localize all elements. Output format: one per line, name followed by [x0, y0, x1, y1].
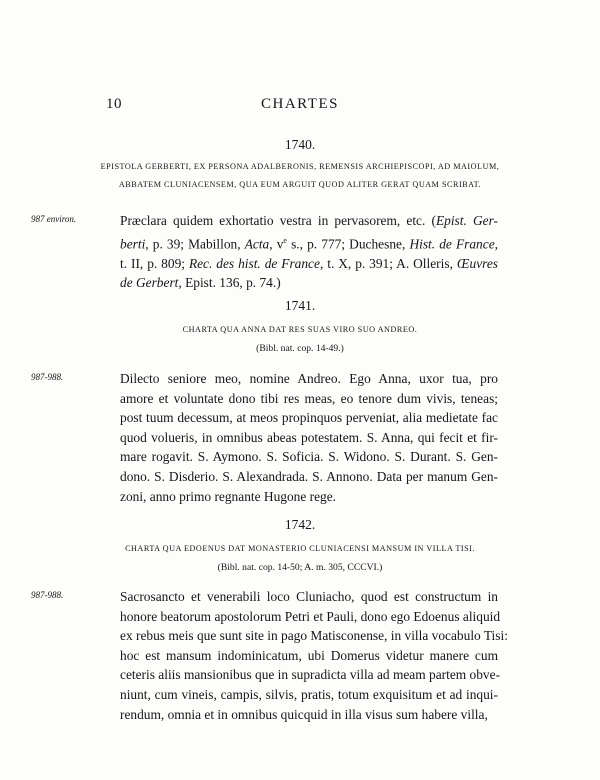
- text-line: honore beatorum apostolorum Petri et Pauli, dono ego Edoenus aliquid: [120, 608, 501, 624]
- charter-entry: [0, 211, 600, 293]
- charter-title: [0, 540, 600, 558]
- charter-1740: [0, 137, 600, 293]
- superscript-text: e: [283, 235, 287, 245]
- italic-text: Epist. Ger-: [435, 213, 498, 228]
- charter-number: 1742.: [284, 517, 316, 532]
- text-line: zoni, anno primo regnante Hugone rege.: [120, 488, 337, 504]
- text-line: niunt, cum vineis, campis, silvis, pratis, totum exquisitum et ad inqui-: [120, 686, 498, 702]
- charter-source: (Bibl. nat. cop. 14-50; A. m. 305, CCCVI.): [217, 562, 383, 573]
- italic-text: de Gerbert: [120, 275, 179, 291]
- italic-text: Acta: [244, 236, 270, 252]
- text-line: amore et voluntate dono tibi res meas, eo tenore dum vivis, teneas;: [120, 390, 498, 406]
- text-line: ceteris aliis mansionibus que in supradicta villa ad meam partem obve-: [120, 667, 501, 683]
- text-line: dono. S. Disderio. S. Alexandrada. S. Annono. Data per manum Gen-: [120, 468, 498, 484]
- text-line: Dilecto seniore meo, nomine Andreo. Ego Anna, uxor tua, pro: [120, 371, 498, 386]
- text-line: de Gerbert, Epist. 136, p. 74.): [120, 275, 281, 291]
- italic-text: Hist. de France: [409, 236, 495, 252]
- charter-text: [120, 587, 508, 724]
- charter-number: 1741.: [284, 298, 316, 313]
- page-number: 10: [106, 96, 122, 112]
- text-line: mare rogavit. S. Aymono. S. Soficia. S. Widono. S. Durant. S. Gen-: [120, 449, 498, 465]
- charter-number: 1740.: [284, 137, 316, 152]
- charter-text: [120, 369, 498, 506]
- charter-entry: [0, 369, 600, 506]
- charter-title: [0, 321, 600, 339]
- charter-date: 987 environ.: [31, 214, 77, 224]
- charter-date: 987-988.: [31, 590, 64, 600]
- charter-title-line: EPISTOLA GERBERTI, EX PERSONA ADALBERONIS, REMENSIS ARCHIEPISCOPI, AD MAIOLUM,: [100, 162, 500, 171]
- text-line: berti, p. 39; Mabillon, Acta, $v^e$ s., p. 777; Duchesne, Hist. de France,: [120, 235, 498, 252]
- charter-1741: [0, 298, 600, 506]
- text-line: rendum, omnia et in omnibus quicquid in illa visus sum habere villa,: [120, 706, 488, 722]
- charter-date: 987-988.: [31, 372, 64, 382]
- text-line: quod volueris, in omnibus abeas potestatem. S. Anna, qui fecit et fir-: [120, 429, 498, 445]
- charter-source: (Bibl. nat. cop. 14-49.): [256, 343, 344, 354]
- italic-text: Œuvres: [456, 255, 499, 271]
- charter-title: [0, 158, 600, 194]
- charter-title-line: ABBATEM CLUNIACENSEM, QUA EUM ARGUIT QUOD ALITER GERAT QUAM SCRIBAT.: [118, 180, 482, 189]
- charter-entry: [0, 587, 600, 724]
- charter-1742: [0, 517, 600, 724]
- text-line: ex rebus meis que sunt site in pago Matisconense, in villa vocabulo Tisi:: [120, 628, 508, 644]
- text-line: t. II, p. 809; Rec. des hist. de France, t. X, p. 391; A. Olleris, Œuvres: [120, 255, 499, 271]
- running-head: CHARTES: [261, 96, 339, 112]
- charter-title-line: CHARTA QUA EDOENUS DAT MONASTERIO CLUNIACENSI MANSUM IN VILLA TISI.: [125, 544, 475, 553]
- page-header: [0, 96, 600, 116]
- charter-text: [120, 211, 498, 293]
- italic-text: berti: [120, 236, 146, 252]
- text-line: Præclara quidem exhortatio vestra in pervasorem, etc. (Epist. Ger-: [120, 213, 498, 228]
- italic-text: Rec. des hist. de France: [188, 255, 320, 271]
- text-line: Sacrosancto et venerabili loco Cluniacho, quod est constructum in: [120, 589, 498, 604]
- text-line: post tuum decessum, at meos propinquos perveniat, alia medietate fac: [120, 410, 498, 426]
- charter-title-line: CHARTA QUA ANNA DAT RES SUAS VIRO SUO ANDREO.: [182, 325, 418, 334]
- text-line: hoc est mansum indominicatum, ubi Domerus videtur manere cum: [120, 647, 498, 663]
